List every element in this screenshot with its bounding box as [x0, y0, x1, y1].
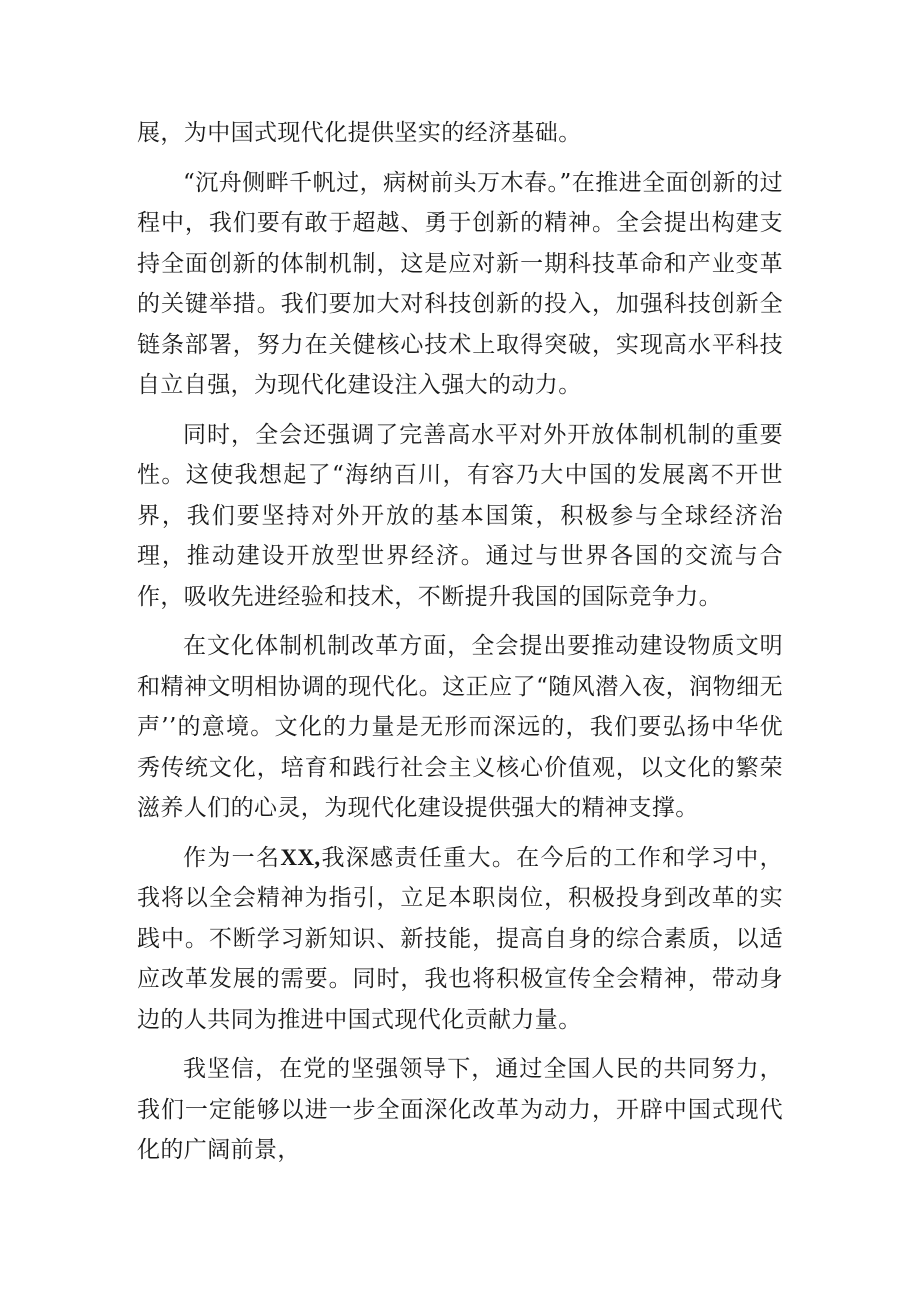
commitment-text-after: 我深感责任重大。在今后的工作和学习中，我将以全会精神为指引，立足本职岗位，积极投身到改革的实践中。不断学习新知识、新技能，提高自身的综合素质，以适应改革发展的需要。同时，我也将积极宣传全会精神，带动身边的人共同为推进中国式现代化贡献力量。: [137, 844, 783, 1033]
commitment-text-before: 作为一名: [183, 844, 281, 871]
paragraph-opening-up: 同时，全会还强调了完善高水平对外开放体制机制的重要性。这使我想起了“海纳百川，有容乃大中国的发展离不开世界，我们要坚持对外开放的基本国策，积极参与全球经济治理，推动建设开放型世界经济。通过与世界各国的交流与合作，吸收先进经验和技术，不断提升我国的国际竞争力。: [137, 421, 783, 610]
document-body: [137, 113, 783, 1180]
paragraph-culture: 在文化体制机制改革方面，全会提出要推动建设物质文明和精神文明相协调的现代化。这正应了“随风潜入夜，润物细无声’’的意境。文化的力量是无形而深远的，我们要弘扬中华优秀传统文化，培育和践行社会主义核心价值观，以文化的繁荣滋养人们的心灵，为现代化建设提供强大的精神支撑。: [137, 633, 783, 821]
commitment-placeholder-bold: XX,: [280, 844, 321, 870]
paragraph-continuation: 展，为中国式现代化提供坚实的经济基础。: [137, 120, 582, 146]
paragraph-conclusion: 我坚信，在党的坚强领导下，通过全国人民的共同努力，我们一定能够以进一步全面深化改革为动力，开辟中国式现代化的广阔前景，: [137, 1056, 783, 1163]
paragraph-personal-commitment: [137, 838, 783, 1041]
paragraph-innovation: “沉舟侧畔千帆过，病树前头万木春。”在推进全面创新的过程中，我们要有敢于超越、勇于创新的精神。全会提出构建支持全面创新的体制机制，这是应对新一期科技革命和产业变革的关键举措。我们要加大对科技创新的投入，加强科技创新全链条部署，努力在关健核心技术上取得突破，实现高水平科技自立自强，为现代化建设注入强大的动力。: [137, 169, 783, 398]
